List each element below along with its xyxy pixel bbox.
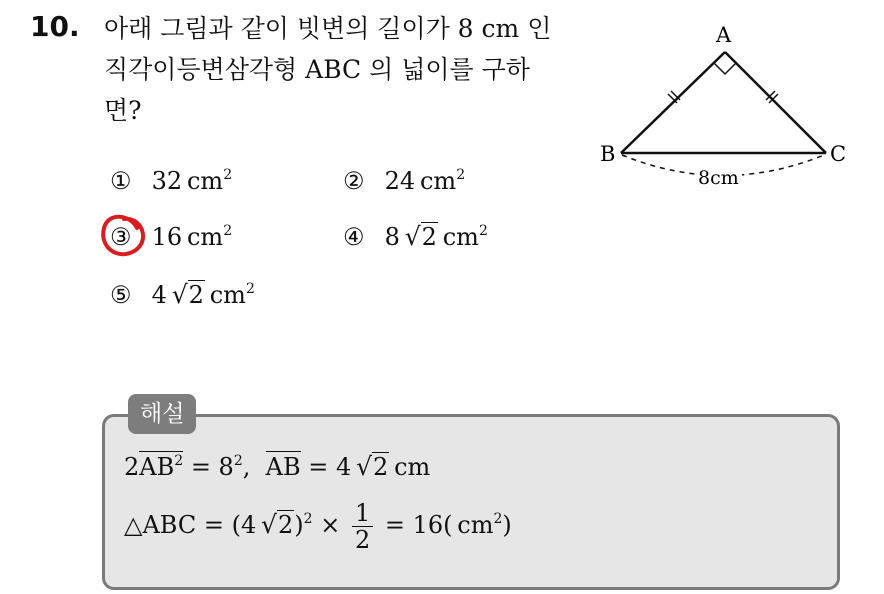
sqrt-expression: √2 bbox=[404, 222, 437, 251]
equation-part: ) bbox=[502, 511, 512, 539]
equation-part: △ABC = (4 bbox=[124, 511, 257, 539]
option-coefficient: 8 bbox=[384, 223, 400, 251]
radicand: 2 bbox=[373, 453, 389, 481]
denominator: 2 bbox=[354, 526, 371, 554]
segment-name: AB bbox=[265, 453, 301, 481]
segment-ab-overline bbox=[266, 451, 301, 481]
times-sign: × bbox=[320, 511, 341, 539]
question-line: 면? bbox=[104, 96, 142, 125]
option-unit: cm bbox=[186, 223, 224, 251]
explanation-tag: 해설 bbox=[128, 394, 196, 434]
unit: cm bbox=[394, 453, 431, 481]
coefficient: 2 bbox=[124, 453, 140, 481]
option-marker: ③ bbox=[110, 223, 132, 251]
segment-ab-overline bbox=[139, 451, 183, 481]
exponent: 2 bbox=[233, 453, 243, 469]
option-marker: ② bbox=[343, 167, 365, 195]
option-exponent: 2 bbox=[223, 223, 233, 239]
option-unit: cm bbox=[186, 167, 224, 195]
equation-part: ) bbox=[294, 511, 304, 539]
vertex-label-a: A bbox=[716, 23, 732, 47]
vertex-label-c: C bbox=[830, 142, 847, 166]
option-unit: cm bbox=[442, 223, 479, 251]
radicand: 2 bbox=[188, 281, 204, 309]
exponent: 2 bbox=[303, 511, 313, 527]
equation-part: = 4 bbox=[308, 453, 352, 481]
sqrt-expression: √2 bbox=[261, 510, 294, 539]
option-exponent: 2 bbox=[456, 167, 466, 183]
sqrt-expression: √2 bbox=[356, 452, 389, 481]
option-marker: ④ bbox=[343, 223, 365, 251]
option-value: 24 bbox=[384, 167, 416, 195]
equation-part: = 16( bbox=[384, 511, 453, 539]
equation-part: = 8 bbox=[190, 453, 234, 481]
option-value: 16 bbox=[151, 223, 183, 251]
question-number: 10. bbox=[30, 10, 80, 43]
sqrt-expression: √2 bbox=[171, 280, 204, 309]
option-coefficient: 4 bbox=[151, 281, 167, 309]
exponent: 2 bbox=[174, 453, 184, 469]
explanation-line-2 bbox=[124, 500, 512, 553]
explanation-line-1 bbox=[124, 452, 430, 481]
option-unit: cm bbox=[209, 281, 246, 309]
unit: cm bbox=[457, 511, 494, 539]
option-exponent: 2 bbox=[478, 223, 488, 239]
segment-name: AB bbox=[139, 453, 175, 481]
option-marker: ⑤ bbox=[110, 281, 132, 309]
exponent: 2 bbox=[493, 511, 503, 527]
fraction bbox=[352, 500, 373, 553]
separator: , bbox=[242, 453, 251, 481]
option-exponent: 2 bbox=[245, 281, 255, 297]
numerator: 1 bbox=[352, 500, 373, 527]
option-unit: cm bbox=[419, 167, 457, 195]
hypotenuse-length-label: 8cm bbox=[698, 167, 739, 189]
question-line: 아래 그림과 같이 빗변의 길이가 8 cm 인 bbox=[104, 14, 552, 43]
radicand: 2 bbox=[277, 511, 294, 539]
radicand: 2 bbox=[421, 223, 437, 251]
option-value: 32 bbox=[151, 167, 183, 195]
option-marker: ① bbox=[110, 167, 132, 195]
option-exponent: 2 bbox=[223, 167, 233, 183]
question-line: 직각이등변삼각형 ABC 의 넓이를 구하 bbox=[104, 55, 530, 84]
vertex-label-b: B bbox=[600, 142, 616, 166]
